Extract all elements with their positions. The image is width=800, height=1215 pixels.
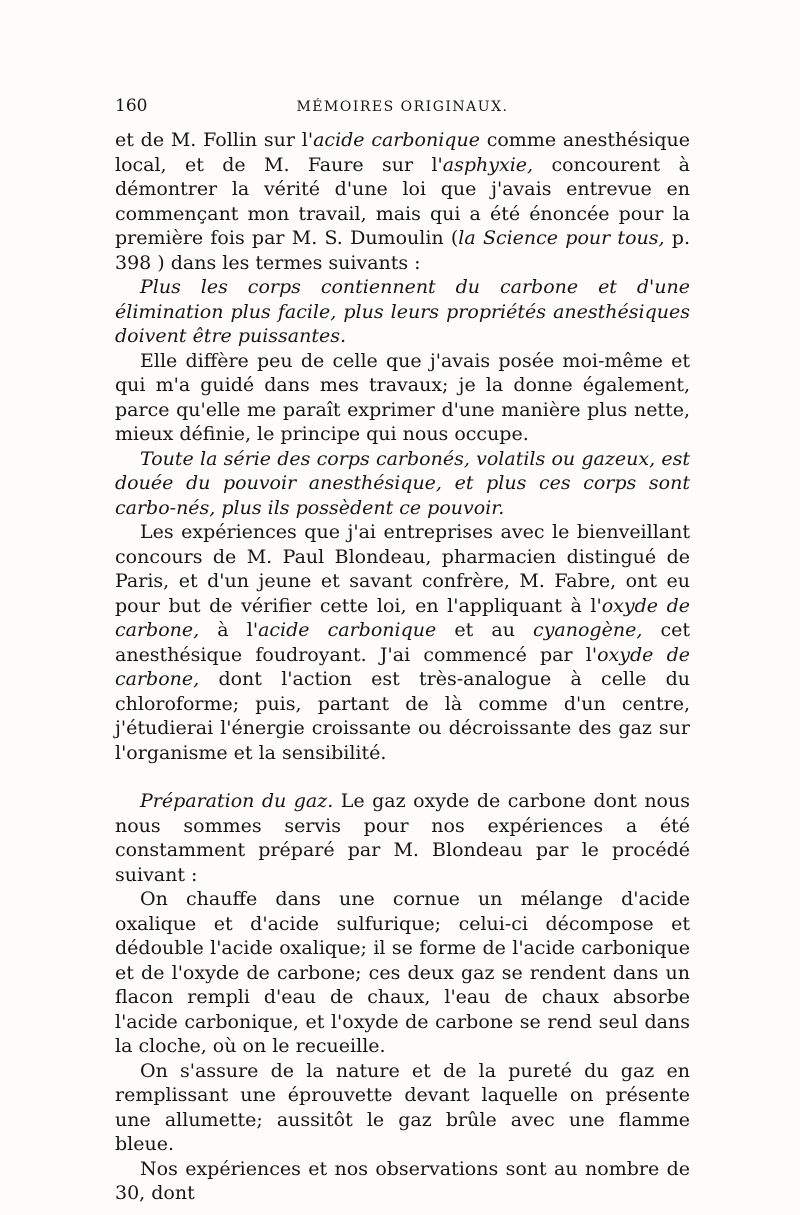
body-text: [115, 128, 690, 1206]
running-head: [115, 96, 690, 126]
running-title: MÉMOIRES ORIGINAUX.: [296, 99, 509, 115]
paragraph-1: et de M. Follin sur l'acide carbonique comme anesthésique local, et de M. Faure sur l'asphyxie, concourent à démontrer la vérité d'une loi que j'avais entrevue en commençant mon travail, mais qui a été énoncée pour la première fois par M. S. Dumoulin (la Science pour tous, p. 398 ) dans les termes suivants :: [115, 129, 690, 274]
paragraph-2-quote: Plus les corps contiennent du carbone et d'une élimination plus facile, plus leurs propriétés anesthésiques doivent être puissantes.: [115, 276, 690, 347]
paragraph-6-section-heading: Préparation du gaz. Le gaz oxyde de carbone dont nous nous sommes servis pour nos expériences a été constamment préparé par M. Blondeau par le procédé suivant :: [115, 790, 690, 886]
page-number: 160: [115, 96, 148, 116]
section-heading: Préparation du gaz.: [140, 790, 334, 812]
paragraph-3: Elle diffère peu de celle que j'avais posée moi-même et qui m'a guidé dans mes travaux; je la donne également, parce qu'elle me paraît exprimer d'une manière plus nette, mieux définie, le principe qui nous occupe.: [115, 349, 690, 445]
paragraph-5: Les expériences que j'ai entreprises avec le bienveillant concours de M. Paul Blondeau, pharmacien distingué de Paris, et d'un jeune et savant confrère, M. Fabre, ont eu pour but de vérifier cette loi, en l'appliquant à l'oxyde de carbone, à l'acide carbonique et au cyanogène, cet anesthésique foudroyant. J'ai commencé par l'oxyde de carbone, dont l'action est très-analogue à celle du chloroforme; puis, partant de là comme d'un centre, j'étudierai l'énergie croissante ou décroissante des gaz sur l'organisme et la sensibilité.: [115, 521, 690, 764]
paragraph-9: Nos expériences et nos observations sont au nombre de 30, dont: [115, 1157, 690, 1204]
paragraph-4-quote: Toute la série des corps carbonés, volatils ou gazeux, est douée du pouvoir anesthésique, et plus ces corps sont carbo-nés, plus ils possèdent ce pouvoir.: [115, 447, 690, 519]
paragraph-8: On s'assure de la nature et de la pureté du gaz en remplissant une éprouvette devant laquelle on présente une allumette; aussitôt le gaz brûle avec une flamme bleue.: [115, 1059, 690, 1155]
paragraph-7: On chauffe dans une cornue un mélange d'acide oxalique et d'acide sulfurique; celui-ci décompose et dédouble l'acide oxalique; il se forme de l'acide carbonique et de l'oxyde de carbone; ces deux gaz se rendent dans un flacon rempli d'eau de chaux, l'eau de chaux absorbe l'acide carbonique, et l'oxyde de carbone se rend seul dans la cloche, où on le recueille.: [115, 888, 690, 1057]
